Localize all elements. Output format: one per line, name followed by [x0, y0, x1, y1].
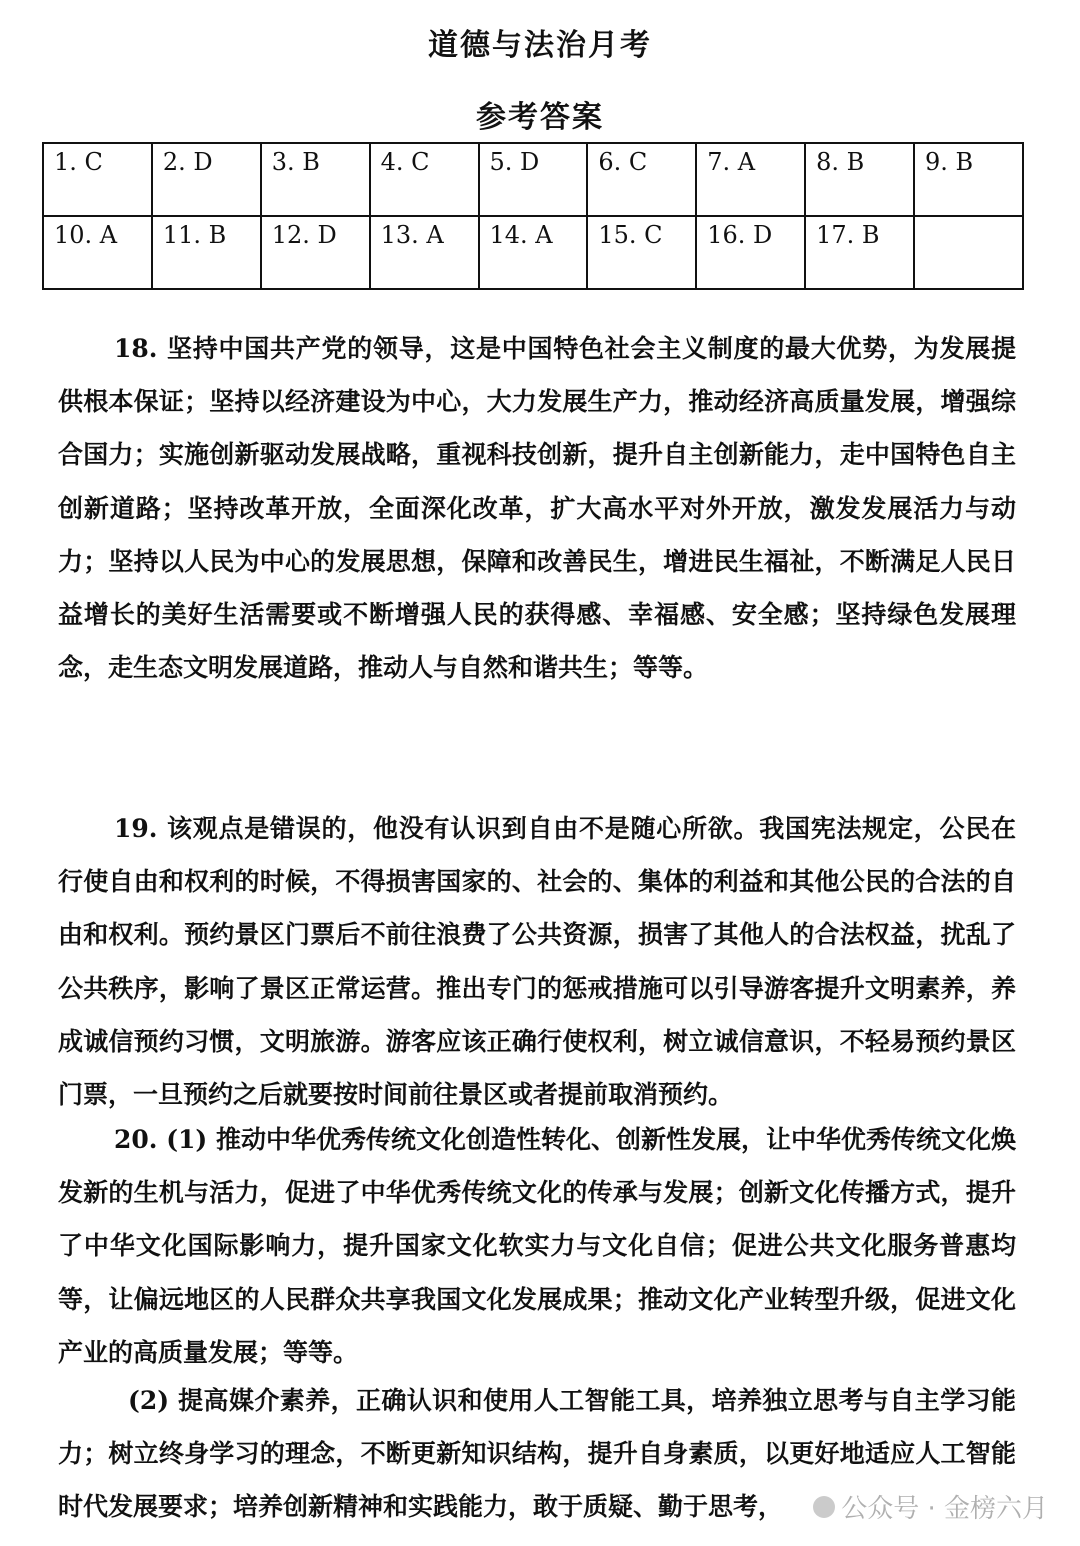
answer-cell: 11. B	[152, 216, 261, 289]
answer-table	[42, 142, 1024, 290]
answer-cell: 1. C	[43, 143, 152, 216]
page-subtitle: 参考答案	[476, 100, 604, 135]
answer-cell: 17. B	[805, 216, 914, 289]
answer-cell: 15. C	[587, 216, 696, 289]
table-row	[43, 216, 1023, 289]
answer-cell: 6. C	[587, 143, 696, 216]
answer-cell: 5. D	[479, 143, 588, 216]
table-row	[43, 143, 1023, 216]
page-title: 道德与法治月考	[428, 28, 652, 63]
answer-cell: 9. B	[914, 143, 1023, 216]
answer-cell: 7. A	[696, 143, 805, 216]
answer-cell: 14. A	[479, 216, 588, 289]
account-logo-icon	[813, 1496, 835, 1518]
answer-cell: 2. D	[152, 143, 261, 216]
answer-19: 19. 该观点是错误的，他没有认识到自由不是随心所欲。我国宪法规定，公民在行使自由和权利的时候，不得损害国家的、社会的、集体的利益和其他公民的合法的自由和权利。预约景区门票后不前往浪费了公共资源，损害了其他人的合法权益，扰乱了公共秩序，影响了景区正常运营。推出专门的惩戒措施可以引导游客提升文明素养，养成诚信预约习惯，文明旅游。游客应该正确行使权利，树立诚信意识，不轻易预约景区门票，一旦预约之后就要按时间前往景区或者提前取消预约。	[58, 814, 1016, 1110]
answer-cell: 8. B	[805, 143, 914, 216]
answer-20-part-2: (2) 提高媒介素养，正确认识和使用人工智能工具，培养独立思考与自主学习能力；树立终身学习的理念，不断更新知识结构，提升自身素质，以更好地适应人工智能时代发展要求；培养创新精神和实践能力，敢于质疑、勤于思考，	[58, 1386, 1016, 1522]
answer-cell: 4. C	[370, 143, 479, 216]
answer-cell: 13. A	[370, 216, 479, 289]
answer-cell: 12. D	[261, 216, 370, 289]
answer-cell: 10. A	[43, 216, 152, 289]
answer-cell: 16. D	[696, 216, 805, 289]
answer-cell-empty	[914, 216, 1023, 289]
watermark-text: 公众号 · 金榜六月	[841, 1494, 1048, 1524]
answer-18: 18. 坚持中国共产党的领导，这是中国特色社会主义制度的最大优势，为发展提供根本保证；坚持以经济建设为中心，大力发展生产力，推动经济高质量发展，增强综合国力；实施创新驱动发展战略，重视科技创新，提升自主创新能力，走中国特色自主创新道路；坚持改革开放，全面深化改革，扩大高水平对外开放，激发发展活力与动力；坚持以人民为中心的发展思想，保障和改善民生，增进民生福祉，不断满足人民日益增长的美好生活需要或不断增强人民的获得感、幸福感、安全感；坚持绿色发展理念，走生态文明发展道路，推动人与自然和谐共生；等等。	[58, 334, 1016, 683]
answer-20-part-1: 20. (1) 推动中华优秀传统文化创造性转化、创新性发展，让中华优秀传统文化焕发新的生机与活力，促进了中华优秀传统文化的传承与发展；创新文化传播方式，提升了中华文化国际影响力，提升国家文化软实力与文化自信；促进公共文化服务普惠均等，让偏远地区的人民群众共享我国文化发展成果；推动文化产业转型升级，促进文化产业的高质量发展；等等。	[58, 1125, 1016, 1367]
answer-cell: 3. B	[261, 143, 370, 216]
watermark	[813, 1488, 1048, 1525]
